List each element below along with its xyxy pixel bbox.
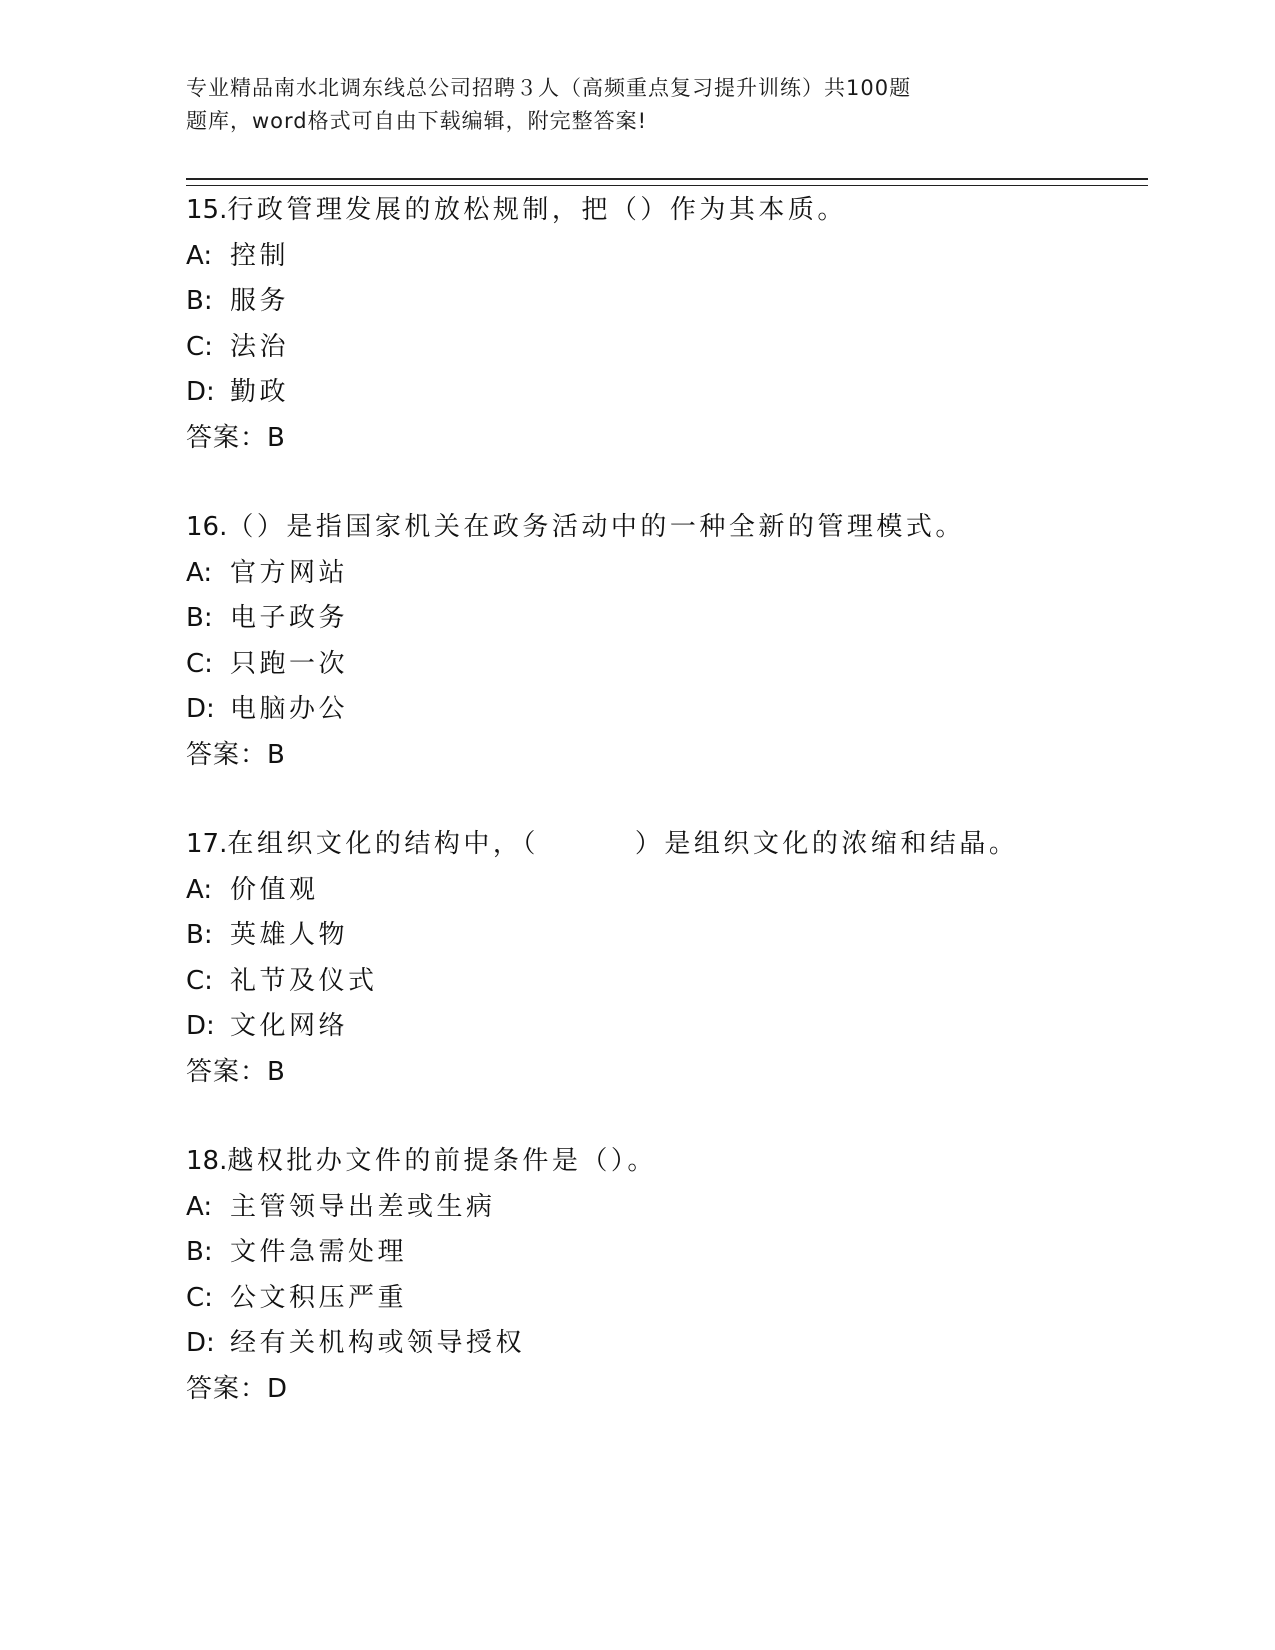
question-stem: [186, 822, 1146, 868]
option-b: [186, 913, 1146, 959]
option-d: [186, 687, 1146, 733]
answer-value: B: [267, 1056, 286, 1087]
option-text: 只跑一次: [230, 648, 349, 679]
option-key: B:: [186, 1237, 213, 1267]
question-text: 越权批办文件的前提条件是（）。: [227, 1146, 657, 1176]
answer-line: [186, 1367, 1146, 1413]
option-b: [186, 596, 1146, 642]
option-text: 官方网站: [230, 557, 349, 588]
question-number: 16.: [186, 512, 228, 542]
option-c: [186, 325, 1146, 371]
option-text: 电子政务: [230, 603, 349, 633]
option-text: 文化网络: [230, 1011, 349, 1041]
header-title-line-2: 题库，word格式可自由下载编辑，附完整答案!: [186, 109, 648, 133]
option-key: D:: [186, 1328, 215, 1358]
option-c: [186, 959, 1146, 1005]
option-key: A:: [186, 1191, 213, 1222]
question-17: [186, 822, 1146, 1095]
option-key: D:: [186, 377, 215, 407]
option-key: C:: [186, 1282, 213, 1313]
answer-label: 答案：: [186, 1056, 268, 1087]
answer-value: D: [267, 1373, 289, 1404]
option-text: 英雄人物: [230, 920, 349, 950]
option-a: [186, 868, 1146, 914]
answer-value: B: [267, 422, 286, 453]
option-key: C:: [186, 331, 213, 362]
option-key: D:: [186, 694, 215, 724]
answer-value: B: [267, 739, 286, 770]
option-text: 法治: [230, 331, 290, 362]
question-18: [186, 1139, 1146, 1412]
option-key: C:: [186, 965, 213, 996]
header-divider: [186, 178, 1148, 186]
option-b: [186, 279, 1146, 325]
question-text: （）是指国家机关在政务活动中的一种全新的管理模式。: [227, 512, 965, 542]
option-text: 公文积压严重: [230, 1282, 408, 1313]
option-b: [186, 1230, 1146, 1276]
question-spacer: [186, 461, 1146, 505]
option-text: 礼节及仪式: [230, 965, 378, 996]
option-key: B:: [186, 920, 213, 950]
answer-line: [186, 733, 1146, 779]
answer-line: [186, 416, 1146, 462]
header-title-line-1: 专业精品南水北调东线总公司招聘３人（高频重点复习提升训练）共100题: [186, 76, 912, 100]
option-key: A:: [186, 240, 213, 271]
question-15: [186, 188, 1146, 461]
option-key: B:: [186, 603, 213, 633]
question-stem: [186, 188, 1146, 234]
option-text: 文件急需处理: [230, 1237, 408, 1267]
question-16: [186, 505, 1146, 778]
question-text-after: ）是组织文化的浓缩和结晶。: [634, 829, 1019, 859]
question-stem: [186, 1139, 1146, 1185]
option-c: [186, 642, 1146, 688]
question-stem: [186, 505, 1146, 551]
question-list: [186, 188, 1146, 1412]
option-text: 主管领导出差或生病: [230, 1191, 496, 1222]
option-a: [186, 1185, 1146, 1231]
option-c: [186, 1276, 1146, 1322]
option-text: 服务: [230, 286, 290, 316]
question-spacer: [186, 778, 1146, 822]
option-a: [186, 551, 1146, 597]
option-text: 勤政: [230, 377, 290, 407]
question-text-before: 在组织文化的结构中，（: [227, 829, 539, 859]
question-number: 15.: [186, 195, 228, 225]
question-number: 17.: [186, 829, 228, 859]
option-a: [186, 234, 1146, 280]
option-d: [186, 370, 1146, 416]
option-key: C:: [186, 648, 213, 679]
answer-label: 答案：: [186, 1373, 268, 1404]
question-spacer: [186, 1095, 1146, 1139]
question-number: 18.: [186, 1146, 228, 1176]
option-key: D:: [186, 1011, 215, 1041]
option-d: [186, 1004, 1146, 1050]
option-text: 经有关机构或领导授权: [230, 1328, 526, 1358]
option-text: 电脑办公: [230, 694, 349, 724]
option-text: 价值观: [230, 874, 319, 905]
option-key: B:: [186, 286, 213, 316]
option-key: A:: [186, 557, 213, 588]
option-key: A:: [186, 874, 213, 905]
answer-label: 答案：: [186, 422, 268, 453]
document-header: [186, 72, 1016, 138]
option-d: [186, 1321, 1146, 1367]
answer-line: [186, 1050, 1146, 1096]
question-text: 行政管理发展的放松规制，把（）作为其本质。: [227, 195, 847, 225]
option-text: 控制: [230, 240, 290, 271]
answer-label: 答案：: [186, 739, 268, 770]
